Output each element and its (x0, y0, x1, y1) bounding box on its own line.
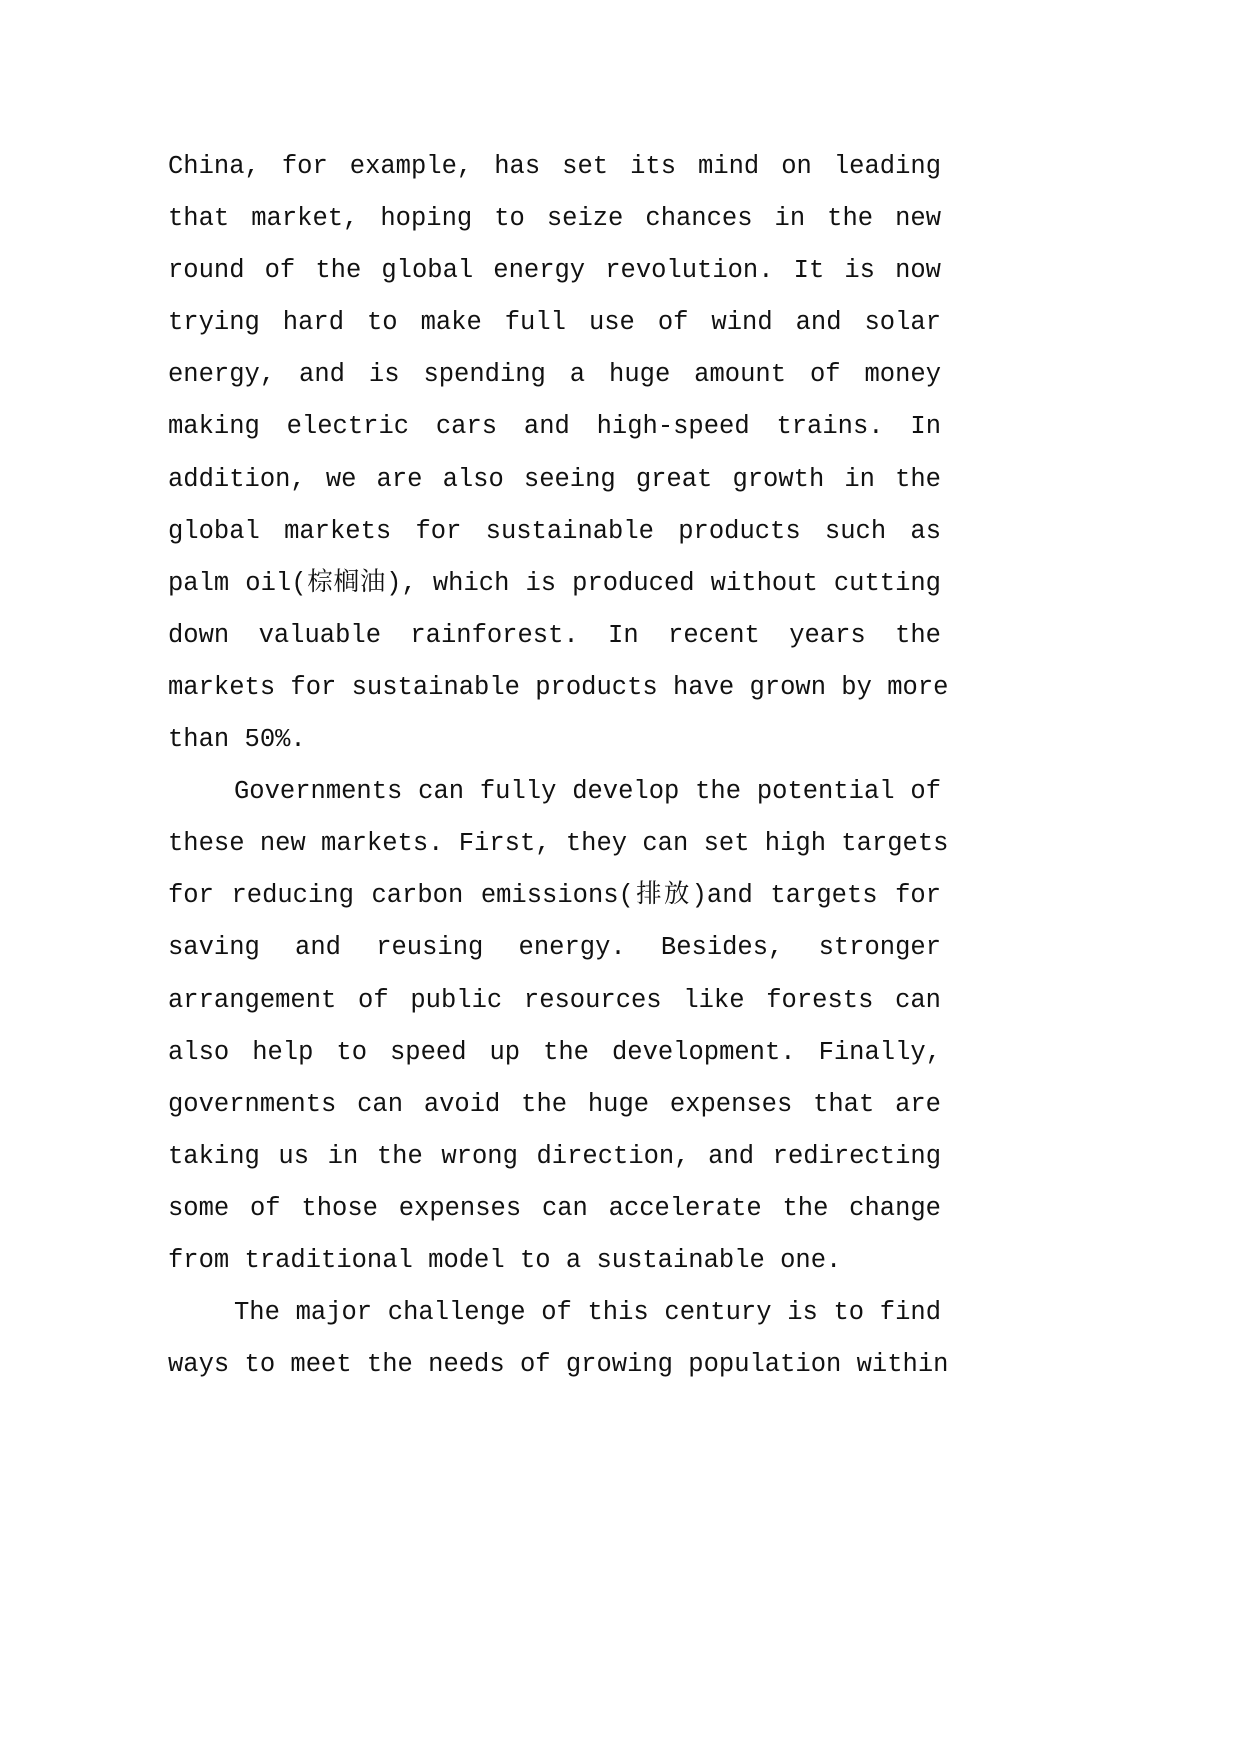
text-line: The major challenge of this century is to find (234, 1298, 941, 1328)
text-line: arrangement of public resources like forests can (168, 985, 941, 1015)
text-line: trying hard to make full use of wind and solar (168, 308, 941, 338)
paragraph-3 (168, 1287, 949, 1391)
text-line: saving and reusing energy. Besides, stronger (168, 933, 941, 963)
text-line: round of the global energy revolution. It is now (168, 256, 941, 286)
text-line: making electric cars and high-speed trains. In (168, 412, 941, 442)
text-line: global markets for sustainable products such as (168, 516, 941, 546)
text-line: taking us in the wrong direction, and redirecting (168, 1141, 941, 1171)
text-line: than 50%. (168, 725, 306, 755)
text-line: also help to speed up the development. Finally, (168, 1037, 941, 1067)
paragraph-2 (168, 766, 949, 1287)
text-line: governments can avoid the huge expenses that are (168, 1089, 941, 1119)
document-page (168, 141, 949, 1391)
text-line: for reducing carbon emissions(排放)and targets for (168, 881, 941, 911)
text-line: palm oil(棕榈油), which is produced without cutting (168, 568, 941, 598)
text-line: China, for example, has set its mind on leading (168, 152, 941, 181)
text-line: Governments can fully develop the potential of (234, 777, 941, 807)
paragraph-1 (168, 141, 949, 766)
text-line: that market, hoping to seize chances in the new (168, 204, 941, 234)
text-line: down valuable rainforest. In recent years the (168, 620, 941, 650)
text-line: from traditional model to a sustainable one. (168, 1245, 842, 1275)
text-line: addition, we are also seeing great growth in the (168, 464, 941, 494)
text-line: ways to meet the needs of growing population within (168, 1350, 949, 1380)
text-line: energy, and is spending a huge amount of money (168, 360, 941, 390)
text-line: some of those expenses can accelerate the change (168, 1193, 941, 1223)
text-line: markets for sustainable products have grown by more (168, 672, 949, 702)
text-line: these new markets. First, they can set high targets (168, 829, 949, 859)
